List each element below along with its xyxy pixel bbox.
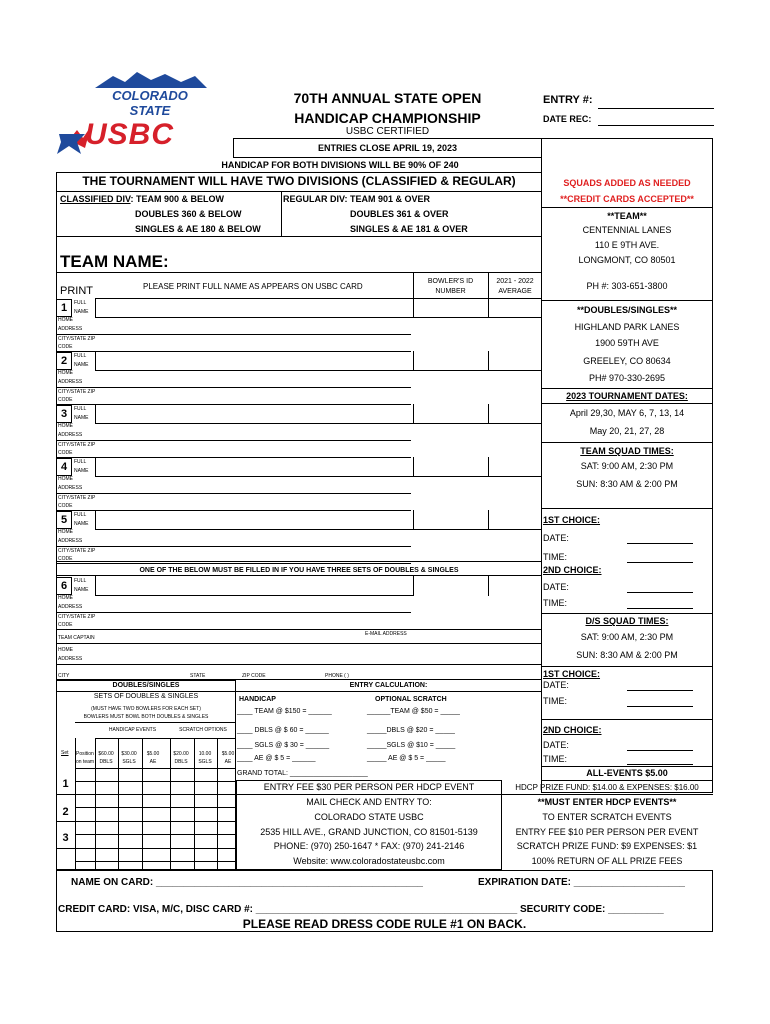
ds-hdcp-events: HANDICAP EVENTS [108,727,157,733]
calc-team-s: ______TEAM @ $50 = _____ [367,708,460,715]
ds-first-choice: 1ST CHOICE: [543,669,601,679]
ds-set-number: 1 [62,778,69,790]
logo-line-2: STATE [129,103,171,118]
bowler-address: ADDRESS [58,326,83,332]
bowler-code: CODE [58,556,73,562]
credit-accepted: **CREDIT CARDS ACCEPTED** [560,194,694,204]
bowler-city: CITY/STATE ZIP [58,336,96,342]
ds-grid-vline [194,738,195,870]
bowler-id-l2: NUMBER [435,288,466,295]
bowler-number: 4 [60,461,68,473]
bowler-full: FULL [74,406,87,412]
captain-zip: ZIP CODE [242,673,266,679]
date-rec-label: DATE REC: [543,114,592,124]
average-l1: 2021 - 2022 [496,278,534,285]
bowler-bottom-line[interactable] [56,351,411,352]
team-second-choice: 2ND CHOICE: [543,565,602,575]
team-head: **TEAM** [607,211,647,221]
title-line-1: 70TH ANNUAL STATE OPEN [293,90,482,106]
mail-l4: PHONE: (970) 250-1647 * FAX: (970) 241-2146 [273,841,465,851]
ds-grid-vline [170,738,171,870]
dates-l2: May 20, 21, 27, 28 [589,426,665,436]
captain-top [56,629,542,630]
ds-grid-hline[interactable] [75,768,236,769]
ds-l1: HIGHLAND PARK LANES [574,322,680,332]
ds-must-1: (MUST HAVE TWO BOWLERS FOR EACH SET) [91,706,201,712]
ds-col-price: $5.00 [146,751,160,757]
must-enter: **MUST ENTER HDCP EVENTS** [537,797,677,807]
bowler-name: NAME [74,468,89,474]
sixth-note-top [56,561,542,562]
ds-grid-hline[interactable] [75,807,236,808]
bowler-code: CODE [58,450,73,456]
captain-address: ADDRESS [58,656,83,662]
bowler-number: 6 [60,580,68,592]
ds-col-price: $60.00 [98,751,114,757]
entries-close: ENTRIES CLOSE APRIL 19, 2023 [317,143,458,153]
logo-line-1: COLORADO [112,88,188,103]
bowler-full: FULL [74,459,87,465]
ds-second-date-label: DATE: [543,740,569,750]
ds-col-price: $20.00 [173,751,189,757]
ds-must-2: BOWLERS MUST BOWL BOTH DOUBLES & SINGLES [83,714,209,720]
calc-sgls: ____ SGLS @ $ 30 = ______ [237,742,330,749]
ds-col-price: 10.00 [198,751,212,757]
bowler-name-line[interactable] [95,595,413,596]
entry-fee-scratch: ENTRY FEE $10 PER PERSON PER EVENT [515,827,699,837]
bowler-number: 3 [60,408,68,420]
division-divider [281,191,282,236]
bowler-name-line[interactable] [95,317,542,318]
hdcp-prize: HDCP PRIZE FUND: $14.00 & EXPENSES: $16.00 [515,783,699,792]
right-sep-6 [541,508,713,509]
bowler-avg-divider [488,576,489,596]
bowler-full: FULL [74,353,87,359]
squads-added: SQUADS ADDED AS NEEDED [563,178,691,188]
team-l2: 110 E 9TH AVE. [594,240,660,250]
ds-sets: SETS OF DOUBLES & SINGLES [93,693,199,700]
bowler-home: HOME [58,317,73,323]
ds-set-line [56,848,75,849]
calc-handicap: HANDICAP [239,696,276,703]
ds-col-price: $30.00 [121,751,137,757]
bowler-name: NAME [74,362,89,368]
ds-set-number: 2 [62,806,69,818]
usbc-certified: USBC CERTIFIED [345,126,430,137]
calc-optional: OPTIONAL SCRATCH [375,696,447,703]
ds-second-time-label: TIME: [543,754,567,764]
team-first-date-line[interactable] [627,543,693,544]
team-l1: CENTENNIAL LANES [582,225,672,235]
right-sep-4 [541,403,713,404]
right-sep-1 [541,207,713,208]
dates-l1: April 29,30, MAY 6, 7, 13, 14 [569,408,685,418]
ds-grid-vline [118,738,119,870]
bowler-avg-divider [488,457,489,477]
all-events: ALL-EVENTS $5.00 [586,768,668,778]
mail-fee-line [236,794,502,795]
return-note: 100% RETURN OF ALL PRIZE FEES [531,856,683,866]
ds-head: **DOUBLES/SINGLES** [576,305,678,315]
squad-l2: SUN: 8:30 AM & 2:00 PM [576,479,678,489]
bowler-city: CITY/STATE ZIP [58,614,96,620]
ds-second-choice: 2ND CHOICE: [543,725,602,735]
bowler-name-line[interactable] [95,476,542,477]
ds-head: DOUBLES/SINGLES [112,682,180,689]
captain-state: STATE [190,673,206,679]
ds-first-date-line[interactable] [627,690,693,691]
classified-l1: : TEAM 900 & BELOW [130,194,225,204]
team-name-label: TEAM NAME: [60,252,169,271]
bowler-home: HOME [58,476,73,482]
team-second-date-line[interactable] [627,592,693,593]
ds-col-type: DBLS [99,759,113,765]
bowler-bottom-line[interactable] [56,510,411,511]
ds-grid-vline [217,738,218,870]
team-first-date-label: DATE: [543,533,569,543]
team-l3: LONGMONT, CO 80501 [578,255,676,265]
ds-first-date-label: DATE: [543,680,569,690]
captain-email-label: E-MAIL ADDRESS [365,631,407,637]
sixth-note: ONE OF THE BELOW MUST BE FILLED IN IF YOU HAVE THREE SETS OF DOUBLES & SINGLES [139,567,459,574]
bowler-avg-divider [488,404,489,424]
ds-sub-line-2 [95,738,236,739]
print-label: PRINT [60,285,93,297]
captain-name-line[interactable] [56,643,542,644]
title-line-2: HANDICAP CHAMPIONSHIP [294,110,481,126]
bowler-address: ADDRESS [58,432,83,438]
right-sep-9 [541,719,713,720]
ds-grid-hline[interactable] [75,834,236,835]
ds-col-type: SGLS [198,759,212,765]
logo-line-3: USBC [85,118,175,151]
bowler-address: ADDRESS [58,485,83,491]
ds-grid-vline [75,738,76,870]
bowler-id-divider [413,351,414,371]
bowler-address-line[interactable] [56,440,411,441]
mail-l1: MAIL CHECK AND ENTRY TO: [306,797,432,807]
ds-phone: PH# 970-330-2695 [588,373,666,383]
bowler-id-divider [413,298,414,318]
team-second-time-label: TIME: [543,598,567,608]
bowler-name-line[interactable] [95,423,542,424]
bowler-full: FULL [74,512,87,518]
ds-col-type: AE [149,759,157,765]
bowler-id-divider [413,576,414,596]
captain-home: HOME [58,647,73,653]
mail-l2: COLORADO STATE USBC [314,812,424,822]
ds-col-type: DBLS [174,759,188,765]
divisions-bottom-line [56,236,542,237]
ds-set-line [56,821,75,822]
bowler-home: HOME [58,529,73,535]
name-on-card[interactable]: NAME ON CARD: ________________________________________________ [71,877,423,888]
ds-grid-vline [142,738,143,870]
bowler-name-divider [95,457,96,477]
bowler-bottom-line[interactable] [56,457,411,458]
right-sep-3 [541,388,713,389]
ds-scratch-options: SCRATCH OPTIONS [179,727,227,733]
bowler-number: 2 [60,355,68,367]
divisions-title: THE TOURNAMENT WILL HAVE TWO DIVISIONS (CLASSIFIED & REGULAR) [82,174,516,188]
team-second-time-line[interactable] [627,608,693,609]
scratch-prize: SCRATCH PRIZE FUND: $9 EXPENSES: $1 [516,841,698,851]
to-enter: TO ENTER SCRATCH EVENTS [542,812,672,822]
bowler-name: NAME [74,521,89,527]
mail-l3: 2535 HILL AVE., GRAND JUNCTION, CO 81501-5139 [260,827,478,837]
calc-head: ENTRY CALCULATION: [349,682,428,689]
ds-grid-vline [95,738,96,870]
bowler-name-line[interactable] [95,370,542,371]
right-sep-7 [541,613,713,614]
ds-set-line [56,794,75,795]
team-name-line[interactable] [56,272,542,273]
team-first-time-label: TIME: [543,552,567,562]
calc-grand: GRAND TOTAL: ____________________ [237,770,368,777]
bowler-number: 5 [60,514,68,526]
calc-team: ____ TEAM @ $150 = ______ [237,708,332,715]
sixth-note-bottom [56,575,542,576]
bowler-code: CODE [58,622,73,628]
left-frame [56,172,542,680]
bowler-address: ADDRESS [58,538,83,544]
bowler-full: FULL [74,300,87,306]
ds-first-time-label: TIME: [543,696,567,706]
bowler-name: NAME [74,309,89,315]
captain-city: CITY [58,673,70,679]
calc-ae-s: _____ AE @ $ 5 = _____ [367,755,446,762]
dates-head: 2023 TOURNAMENT DATES: [566,391,688,401]
ds-set: Set [61,750,69,756]
bowler-code: CODE [58,397,73,403]
bowler-bottom-line[interactable] [56,563,411,564]
mail-fee: ENTRY FEE $30 PER PERSON PER HDCP EVENT [263,782,475,792]
ds-pos-2: on team [76,759,95,765]
bowler-name-divider [95,404,96,424]
ds-l3: GREELEY, CO 80634 [583,356,671,366]
bowler-code: CODE [58,503,73,509]
bowler-home: HOME [58,423,73,429]
entry-number-line[interactable] [598,108,714,109]
bowler-address-line[interactable] [56,387,411,388]
right-sep-10 [541,766,713,767]
right-sep-11 [541,780,713,781]
classified-l3: SINGLES & AE 180 & BELOW [135,224,261,234]
calc-dbls-s: _____DBLS @ $20 = _____ [367,727,455,734]
ds-l2: 1900 59TH AVE [595,338,659,348]
bowler-city: CITY/STATE ZIP [58,389,96,395]
bowler-address: ADDRESS [58,379,83,385]
print-instructions: PLEASE PRINT FULL NAME AS APPEARS ON USBC CARD [143,282,363,291]
calc-ae: ____ AE @ $ 5 = ______ [237,755,316,762]
classified-l2: DOUBLES 360 & BELOW [135,209,242,219]
ds-squad-head: D/S SQUAD TIMES: [585,616,669,626]
bowler-avg-divider [488,298,489,318]
bowler-id-divider [413,510,414,530]
right-sep-5 [541,442,713,443]
ds-sub-line [75,722,236,723]
right-sep-8 [541,666,713,667]
entry-number-label: ENTRY #: [543,94,593,106]
bowler-avg-divider [488,510,489,530]
bowler-city: CITY/STATE ZIP [58,442,96,448]
bowler-avg-divider [488,351,489,371]
ds-pos-1: Position [76,751,94,757]
ds-col-type: AE [224,759,232,765]
regular-l3: SINGLES & AE 181 & OVER [350,224,468,234]
bowler-name-divider [95,351,96,371]
ds-second-time-line[interactable] [627,764,693,765]
classified-label: CLASSIFIED DIV [60,194,131,204]
team-first-time-line[interactable] [627,562,693,563]
mail-l5: Website: www.coloradostateusbc.com [293,856,445,866]
bowler-home: HOME [58,370,73,376]
expiration-date[interactable]: EXPIRATION DATE: ____________________ [478,877,685,888]
average-l2: AVERAGE [498,288,532,295]
divisions-line [56,191,542,192]
ds-set-number: 3 [62,832,69,844]
bowler-id-l1: BOWLER'S ID [427,278,474,285]
bowler-code: CODE [58,344,73,350]
usbc-logo [55,68,225,158]
captain-address-line[interactable] [56,664,542,665]
bowler-city: CITY/STATE ZIP [58,548,96,554]
ds-second-date-line[interactable] [627,750,693,751]
calc-head-line [236,691,541,692]
captain-phone: PHONE ( ) [325,673,349,679]
team-second-date-label: DATE: [543,582,569,592]
regular-l1: REGULAR DIV: TEAM 901 & OVER [283,194,431,204]
calc-sgls-s: _____SGLS @ $10 = _____ [367,742,456,749]
regular-l2: DOUBLES 361 & OVER [350,209,449,219]
bowler-full: FULL [74,578,87,584]
calc-dbls: ____ DBLS @ $ 60 = ______ [237,727,329,734]
bowler-name: NAME [74,415,89,421]
bowler-id-divider [413,457,414,477]
team-phone: PH #: 303-651-3800 [586,281,668,291]
dress-code: PLEASE READ DRESS CODE RULE #1 ON BACK. [242,917,527,931]
bowler-bottom-line[interactable] [56,404,411,405]
header-bottom-line [95,298,542,299]
bowler-name: NAME [74,587,89,593]
bowler-name-divider [95,298,96,318]
right-sep-2 [541,300,713,301]
ds-grid-hline[interactable] [75,794,236,795]
right-sep-12 [501,794,713,795]
squad-head: TEAM SQUAD TIMES: [580,446,674,456]
bowler-address-line[interactable] [56,334,411,335]
team-first-choice: 1ST CHOICE: [543,515,601,525]
ds-squad-l2: SUN: 8:30 AM & 2:00 PM [576,650,678,660]
captain-label: TEAM CAPTAIN [58,635,95,641]
bowler-name-divider [95,510,96,530]
bowler-address: ADDRESS [58,604,83,610]
bowler-id-divider [413,404,414,424]
bowler-city: CITY/STATE ZIP [58,495,96,501]
date-rec-line[interactable] [598,125,714,126]
credit-card[interactable]: CREDIT CARD: VISA, M/C, DISC CARD #: _______________________________________________ SECURITY CODE: __________ [58,904,664,915]
ds-head-line [56,691,236,692]
ds-squad-l1: SAT: 9:00 AM, 2:30 PM [580,632,674,642]
handicap-note: HANDICAP FOR BOTH DIVISIONS WILL BE 90% OF 240 [221,160,459,170]
bowler-address-line[interactable] [56,493,411,494]
ds-grid-hline[interactable] [75,821,236,822]
classified-div [60,194,224,205]
bowler-address-line[interactable] [56,546,411,547]
bowler-address-line[interactable] [56,612,411,613]
ds-grid-hline[interactable] [75,861,236,862]
ds-grid-hline[interactable] [75,781,236,782]
bowler-number: 1 [60,302,68,314]
squad-l1: SAT: 9:00 AM, 2:30 PM [580,461,674,471]
bowler-name-divider [95,576,96,596]
ds-grid-hline[interactable] [75,848,236,849]
bowler-home: HOME [58,595,73,601]
ds-first-time-line[interactable] [627,706,693,707]
ds-col-type: SGLS [122,759,136,765]
bowler-name-line[interactable] [95,529,542,530]
ds-col-price: $5.00 [221,751,235,757]
